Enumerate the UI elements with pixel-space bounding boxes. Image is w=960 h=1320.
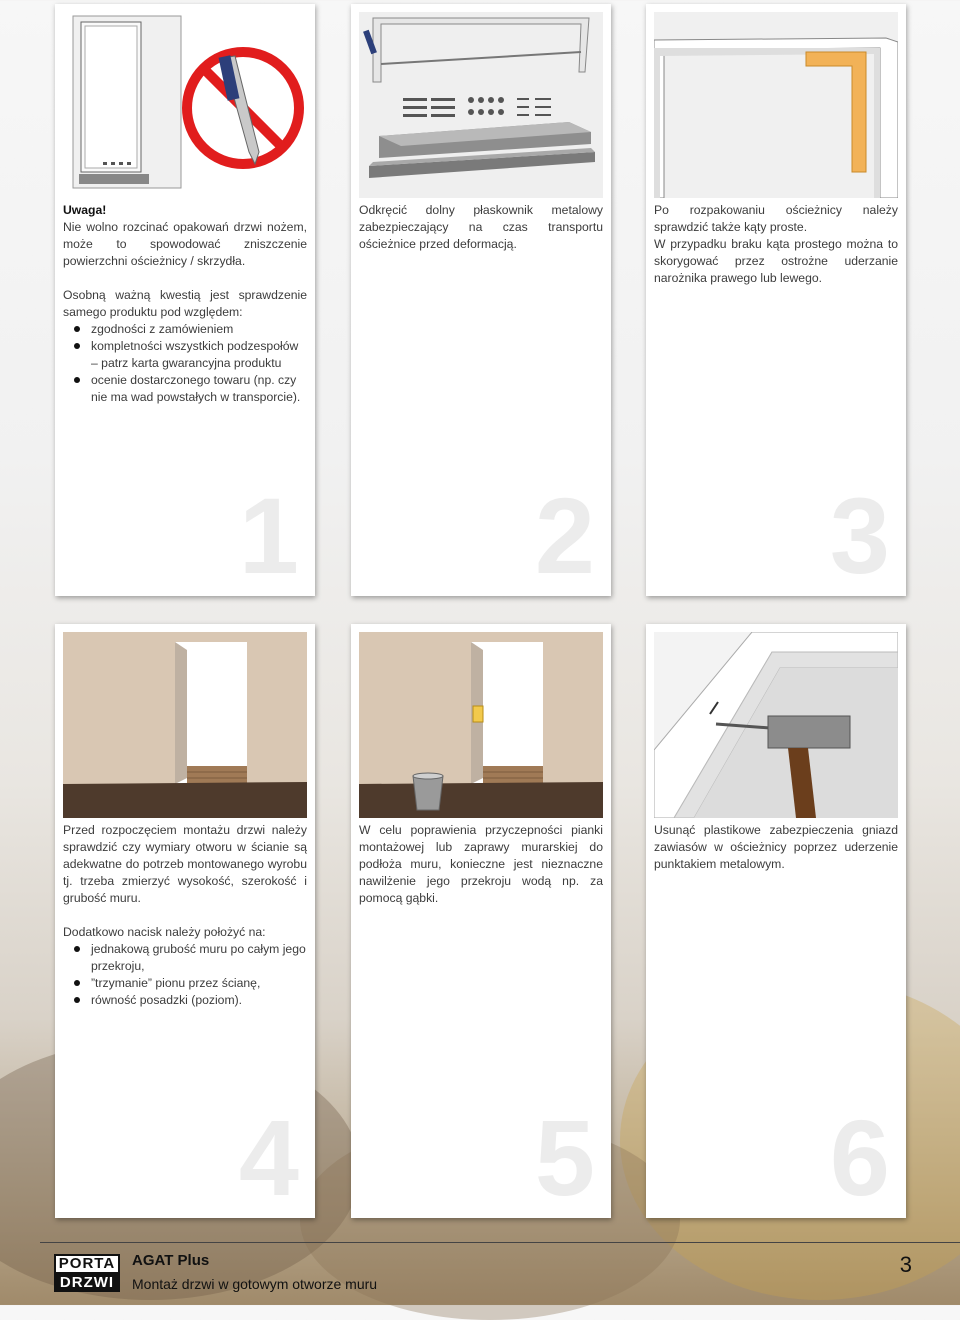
- step-card-2: [351, 4, 611, 596]
- step-number: 1: [238, 475, 299, 596]
- step-1-illustration: [63, 12, 307, 198]
- list-item: jednakową grubość muru po całym jego przekroju,: [91, 942, 306, 973]
- bucket-icon: [413, 776, 443, 810]
- warning-title: Uwaga!: [63, 203, 107, 217]
- emphasis-intro: Dodatkowo nacisk należy położyć na:: [63, 925, 266, 939]
- footer-divider: [40, 1242, 960, 1243]
- sponge-icon: [473, 706, 483, 722]
- logo-bottom-text: DRZWI: [54, 1274, 120, 1292]
- porta-drzwi-logo: [54, 1254, 120, 1290]
- hammer-icon: [768, 716, 850, 748]
- warning-text: Nie wolno rozcinać opakowań drzwi nożem, może to spowodować zniszczenie powierzchni ościeżnicy / skrzydła.: [63, 220, 307, 268]
- step-4-illustration: [63, 632, 307, 818]
- step-6-illustration: [654, 632, 898, 818]
- step-number: 6: [829, 1097, 890, 1218]
- step-3-illustration: [654, 12, 898, 198]
- step-6-text: Usunąć plastikowe zabezpieczenia gniazd zawiasów w ościeżnicy poprzez uderzenie punktakiem metalowym.: [654, 823, 898, 871]
- step-card-1: [55, 4, 315, 596]
- product-name: AGAT Plus: [132, 1252, 210, 1269]
- logo-top-text: PORTA: [54, 1254, 120, 1274]
- step-3-text-1: Po rozpakowaniu ościeżnicy należy sprawdzić także kąty proste.: [654, 203, 898, 234]
- step-number: 4: [238, 1097, 299, 1218]
- step-5-illustration: [359, 632, 603, 818]
- list-item: równość posadzki (poziom).: [91, 992, 307, 1009]
- step-card-3: [646, 4, 906, 596]
- step-4-text: Przed rozpoczęciem montażu drzwi należy sprawdzić czy wymiary otworu w ścianie są adekwatne do potrzeb montowanego wyrobu tj. trzeba zmierzyć wysokość, szerokość i grubość muru.: [63, 823, 307, 905]
- list-item: zgodności z zamówieniem: [91, 321, 307, 338]
- step-3-text-2: W przypadku braku kąta prostego można to skorygować przez ostrożne uderzanie narożnika prawego lub lewego.: [654, 237, 898, 285]
- check-list: [63, 321, 307, 406]
- document-subtitle: Montaż drzwi w gotowym otworze muru: [132, 1276, 378, 1292]
- step-5-text: W celu poprawienia przyczepności pianki montażowej lub zaprawy murarskiej do podłoża muru, konieczne jest nieznaczne nawilżenie jego przekroju wodą np. za pomocą gąbki.: [359, 823, 603, 905]
- emphasis-list: [63, 941, 307, 1009]
- step-card-4: [55, 624, 315, 1218]
- step-2-illustration: [359, 12, 603, 198]
- list-item: kompletności wszystkich podzespołów – patrz karta gwarancyjna produktu: [91, 338, 307, 372]
- step-card-6: [646, 624, 906, 1218]
- step-number: 5: [534, 1097, 595, 1218]
- step-number: 2: [534, 475, 595, 596]
- step-number: 3: [829, 475, 890, 596]
- list-item: ”trzymanie” pionu przez ścianę,: [91, 975, 307, 992]
- page-number: 3: [899, 1252, 912, 1277]
- list-item: ocenie dostarczonego towaru (np. czy nie ma wad powstałych w transporcie).: [91, 372, 307, 406]
- step-2-text: Odkręcić dolny płaskownik metalowy zabezpieczający na czas transportu ościeżnice przed deformacją.: [359, 203, 603, 251]
- check-intro: Osobną ważną kwestią jest sprawdzenie samego produktu pod względem:: [63, 288, 307, 319]
- step-card-5: [351, 624, 611, 1218]
